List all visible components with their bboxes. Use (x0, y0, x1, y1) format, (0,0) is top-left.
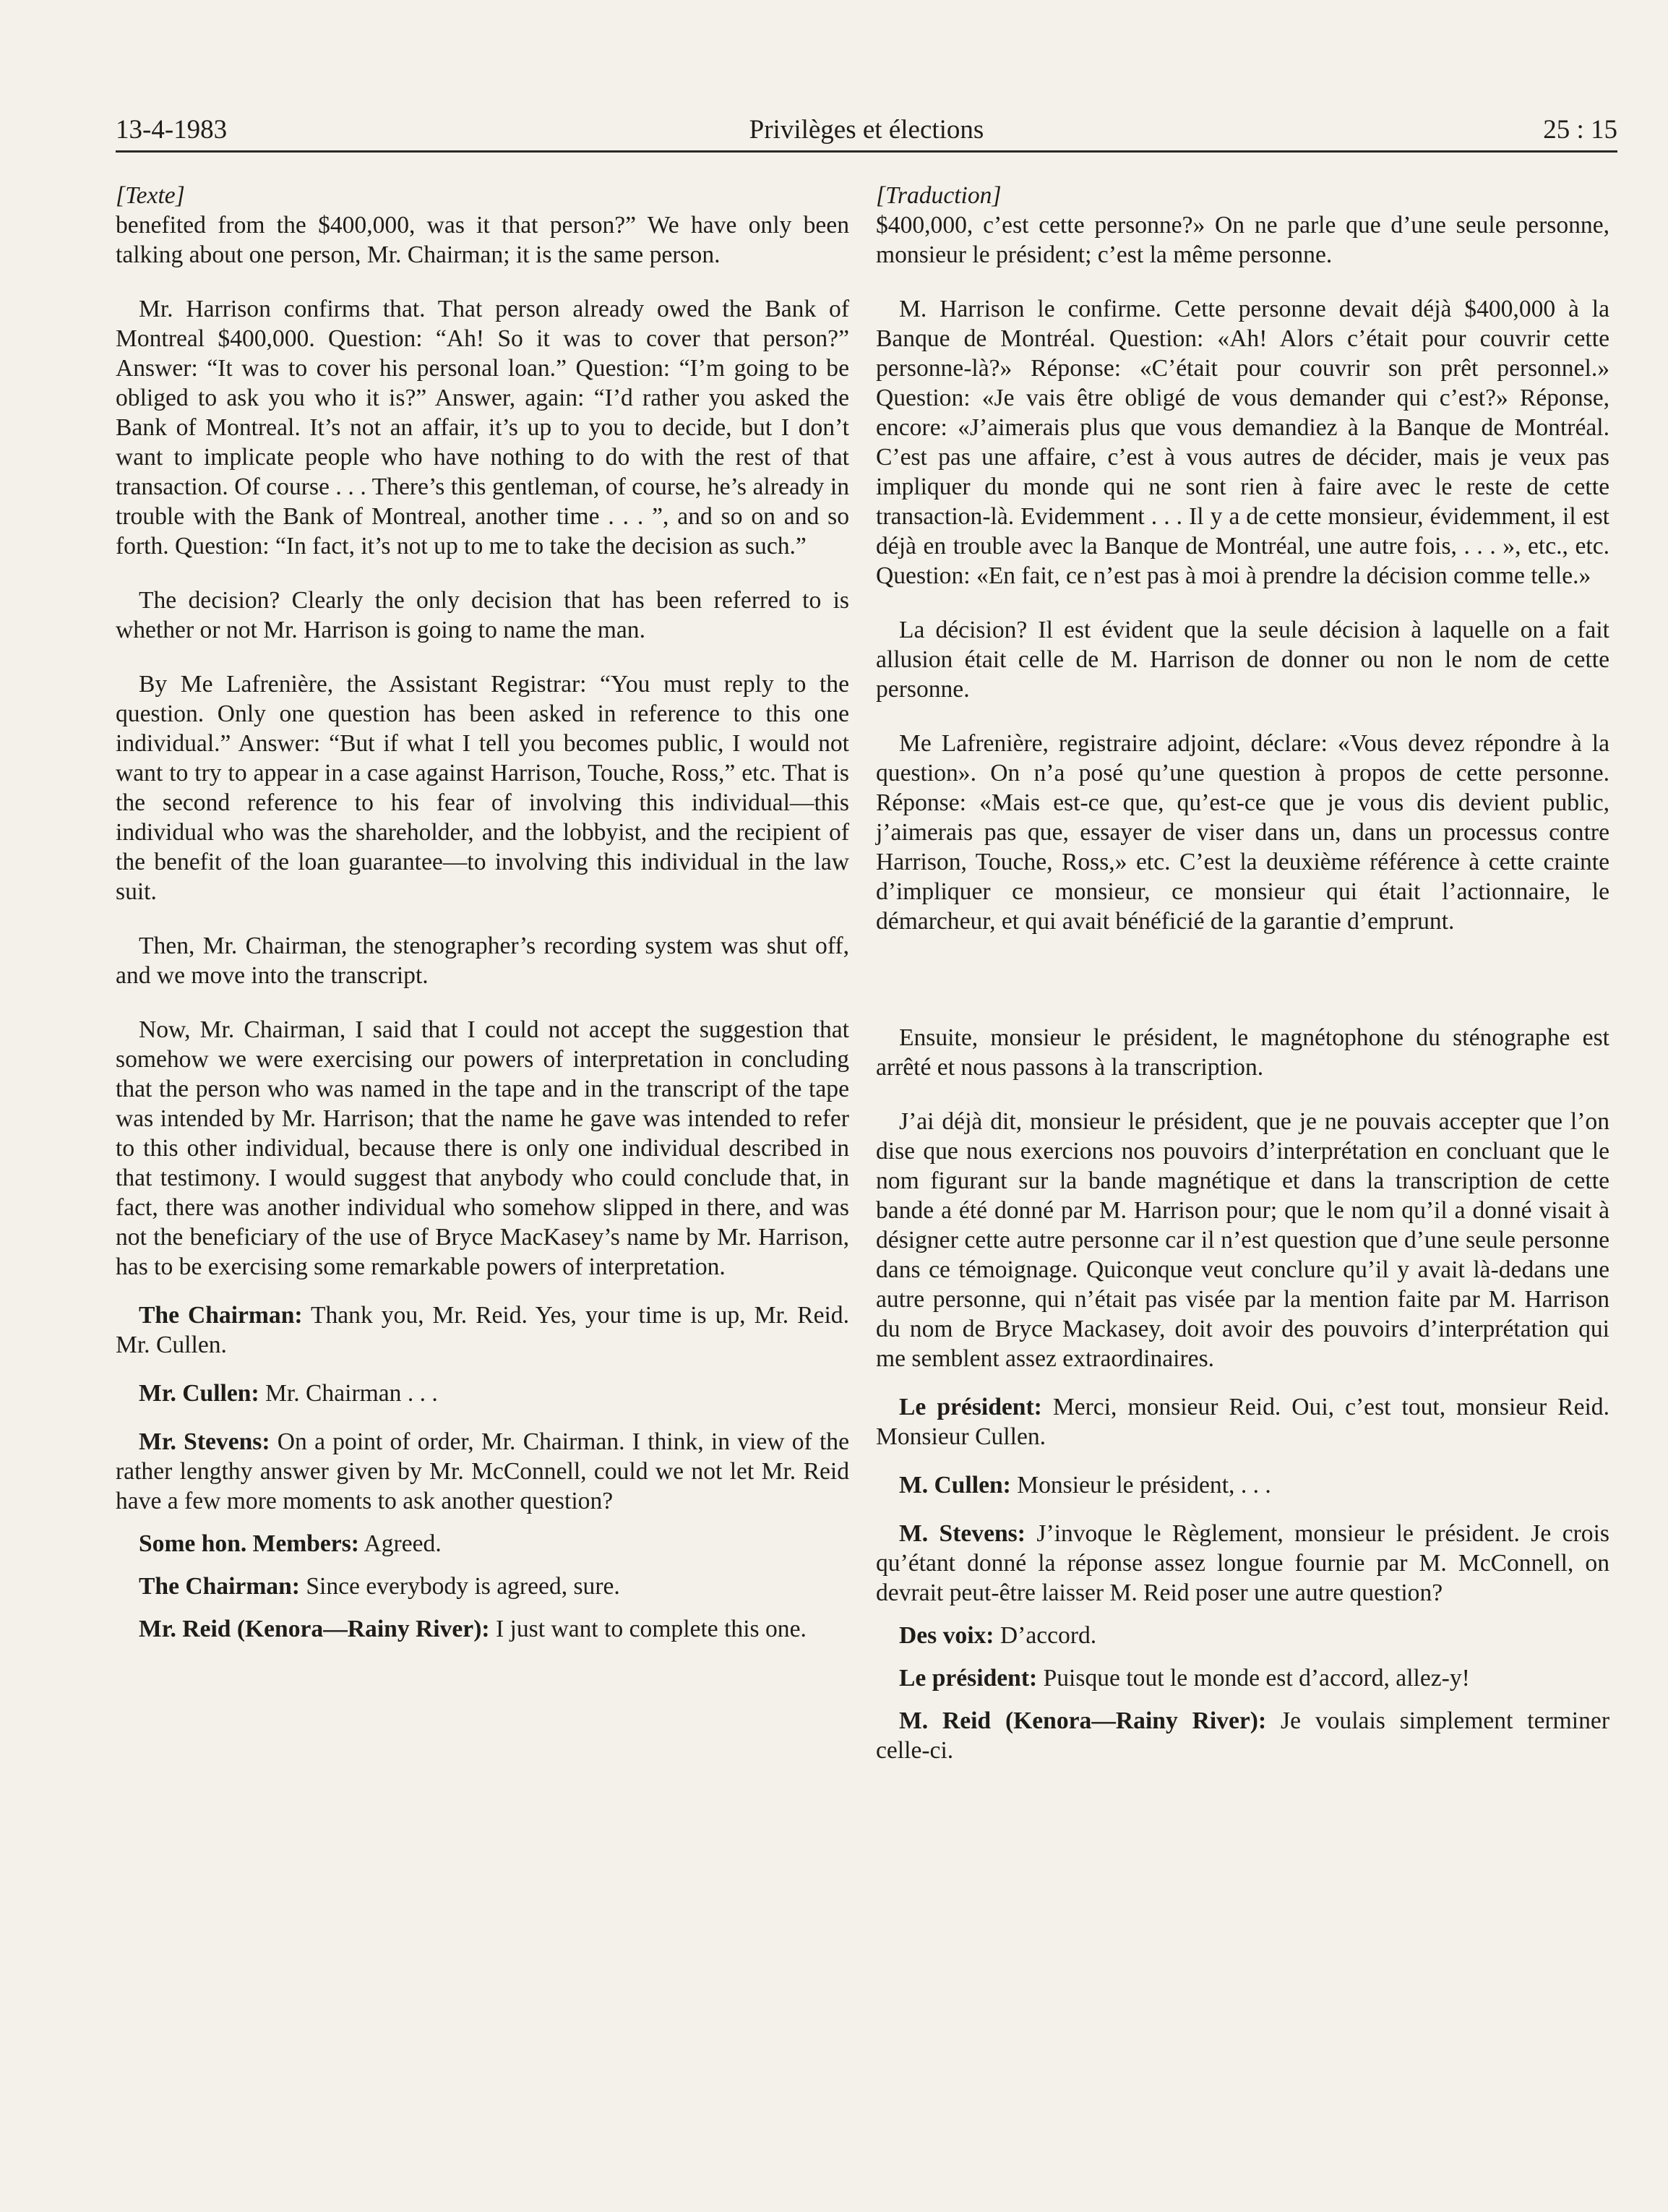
paragraph-text: Mr. Chairman . . . (259, 1380, 438, 1407)
right-paragraph (876, 1663, 1609, 1693)
paragraph-text: benefited from the $400,000, was it that person?” We have only been talking about one person, Mr. Chairman; it is the same person. (116, 212, 849, 268)
paragraph-text: Since everybody is agreed, sure. (299, 1573, 620, 1600)
paragraph-text: Now, Mr. Chairman, I said that I could not accept the suggestion that somehow we were exercising our powers of interpretation in concluding that the person who was named in the tape and in the transcript of the tape was intended by Mr. Harrison; that the name he gave was intended to refer to this other individual, because there is only one individual described in that testimony. I would suggest that anybody who could conclude that, in fact, there was another individual who somehow slipped in there, and was not the beneficiary of the use of Bryce MacKasey’s name by Mr. Harrison, has to be exercising some remarkable powers of interpretation. (116, 1016, 849, 1280)
header-date: 13-4-1983 (116, 115, 228, 145)
speaker-name: Le président: (899, 1665, 1038, 1692)
paragraph-text: Merci, monsieur Reid. Oui, c’est tout, monsieur Reid. Monsieur Cullen. (876, 1394, 1609, 1450)
speaker-name: Mr. Cullen: (139, 1380, 259, 1407)
header-page-number: 25 : 15 (1543, 115, 1617, 145)
language-tag-french: [Traduction] (876, 182, 1002, 209)
right-paragraph (876, 1107, 1609, 1373)
paragraph-text: On a point of order, Mr. Chairman. I think, in view of the rather lengthy answer given by Mr. McConnell, could we not let Mr. Reid have a few more moments to ask another question? (116, 1428, 849, 1514)
speaker-name: The Chairman: (139, 1573, 300, 1600)
left-paragraph (116, 1015, 849, 1282)
french-column (876, 181, 1609, 1765)
speaker-name: Le président: (899, 1394, 1042, 1420)
paragraph-text: Thank you, Mr. Reid. Yes, your time is up, Mr. Reid. Mr. Cullen. (116, 1302, 849, 1358)
paragraph-text: J’invoque le Règlement, monsieur le président. Je crois qu’étant donné la réponse assez longue fournie par M. McConnell, on devrait peut-être laisser M. Reid poser une autre question? (876, 1520, 1609, 1606)
left-paragraph (116, 1614, 849, 1644)
left-paragraph (116, 1572, 849, 1601)
paragraph-text: D’accord. (994, 1622, 1097, 1649)
left-paragraph (116, 669, 849, 906)
running-header (116, 114, 1617, 153)
language-tag-english: [Texte] (116, 182, 185, 209)
paragraph-text: By Me Lafrenière, the Assistant Registrar: “You must reply to the question. Only one question has been asked in reference to this one individual.” Answer: “But if what I tell you becomes public, I would not want to try to appear in a case against Harrison, Touche, Ross,” etc. That is the second reference to his fear of involving this individual—this individual who was the shareholder, and the lobbyist, and the recipient of the benefit of the loan guarantee—to involving this individual in the law suit. (116, 671, 849, 905)
paragraph-text: Then, Mr. Chairman, the stenographer’s recording system was shut off, and we move into the transcript. (116, 933, 849, 989)
left-paragraph (116, 294, 849, 561)
right-paragraph (876, 1392, 1609, 1452)
header-title: Privilèges et élections (749, 115, 984, 145)
right-paragraph (876, 1519, 1609, 1608)
left-paragraph (116, 586, 849, 645)
right-paragraph (876, 1023, 1609, 1082)
paragraph-text: I just want to complete this one. (489, 1616, 807, 1642)
speaker-name: Some hon. Members: (139, 1530, 359, 1557)
right-paragraph (876, 1621, 1609, 1650)
left-paragraph (116, 1427, 849, 1516)
paragraph-text: Monsieur le président, . . . (1010, 1472, 1271, 1499)
english-column (116, 181, 849, 1644)
speaker-name: Mr. Reid (Kenora—Rainy River): (139, 1616, 490, 1642)
paragraph-text: Je voulais simplement terminer celle-ci. (876, 1707, 1609, 1764)
right-paragraph (876, 1470, 1609, 1500)
left-paragraph (116, 1300, 849, 1360)
left-paragraph (116, 210, 849, 270)
left-paragraph (116, 1529, 849, 1559)
paragraph-text: La décision? Il est évident que la seule décision à laquelle on a fait allusion était celle de M. Harrison de donner ou non le nom de cette personne. (876, 617, 1609, 703)
left-paragraph (116, 931, 849, 990)
paragraph-text: $400,000, c’est cette personne?» On ne parle que d’une seule personne, monsieur le président; c’est la même personne. (876, 212, 1609, 268)
right-paragraph (876, 729, 1609, 936)
speaker-name: M. Stevens: (899, 1520, 1026, 1547)
paragraph-text: Mr. Harrison confirms that. That person already owed the Bank of Montreal $400,000. Question: “Ah! So it was to cover that person?” Answer: “It was to cover his personal loan.” Question: “I’m going to be obliged to ask you who it is?” Answer, again: “I’d rather you asked the Bank of Montreal. It’s not an affair, it’s up to you to decide, but I don’t want to implicate people who have nothing to do with the rest of that transaction. Of course . . . There’s this gentleman, of course, he’s already in trouble with the Bank of Montreal, another time . . . ”, and so on and so forth. Question: “In fact, it’s not up to me to take the decision as such.” (116, 296, 849, 560)
speaker-name: M. Cullen: (899, 1472, 1011, 1499)
speaker-name: Des voix: (899, 1622, 994, 1649)
right-paragraph (876, 210, 1609, 270)
paragraph-text: Puisque tout le monde est d’accord, allez-y! (1037, 1665, 1470, 1692)
paragraph-text: Me Lafrenière, registraire adjoint, déclare: «Vous devez répondre à la question». On n’a posé qu’une question à propos de cette personne. Réponse: «Mais est-ce que, qu’est-ce que je vous dis devient public, j’aimerais pas que, essayer de viser dans un, dans un processus contre Harrison, Touche, Ross,» etc. C’est la deuxième référence à cette crainte d’impliquer ce monsieur, ce monsieur qui était l’actionnaire, le démarcheur, et qui avait bénéficié de la garantie d’emprunt. (876, 730, 1609, 935)
speaker-name: Mr. Stevens: (139, 1428, 270, 1455)
right-paragraph (876, 615, 1609, 704)
paragraph-text: The decision? Clearly the only decision that has been referred to is whether or not Mr. Harrison is going to name the man. (116, 587, 849, 643)
right-paragraph (876, 294, 1609, 591)
right-paragraph (876, 1706, 1609, 1765)
speaker-name: The Chairman: (139, 1302, 303, 1329)
paragraph-text: J’ai déjà dit, monsieur le président, que je ne pouvais accepter que l’on dise que nous exercions nos pouvoirs d’interprétation en concluant que le nom figurant sur la bande magnétique et dans la transcription de cette bande a été donné par M. Harrison pour; que le nom qu’il a donné visait à désigner cette autre personne car il n’est question que d’une seule personne dans ce témoignage. Quiconque veut conclure qu’il y avait là-dedans une autre personne, qui n’était pas visée par la mention faite par M. Harrison du nom de Bryce Mackasey, doit avoir des pouvoirs d’interprétation qui me semblent assez extraordinaires. (876, 1108, 1609, 1372)
speaker-name: M. Reid (Kenora—Rainy River): (899, 1707, 1267, 1734)
left-paragraph (116, 1379, 849, 1408)
paragraph-text: Agreed. (358, 1530, 442, 1557)
paragraph-text: Ensuite, monsieur le président, le magnétophone du sténographe est arrêté et nous passons à la transcription. (876, 1024, 1609, 1081)
paragraph-text: M. Harrison le confirme. Cette personne devait déjà $400,000 à la Banque de Montréal. Question: «Ah! Alors c’était pour couvrir cette personne-là?» Réponse: «C’était pour couvrir son prêt personnel.» Question: «Je vais être obligé de vous demander qui c’est?» Réponse, encore: «J’aimerais plus que vous demandiez à la Banque de Montréal. C’est pas une affaire, c’est à vous autres de décider, mais je veux pas impliquer du monde qui ne sont rien à faire avec le reste de cette transaction-là. Evidemment . . . Il y a de cette monsieur, évidemment, il est déjà en trouble avec la Banque de Montréal, une autre fois, . . . », etc., etc. Question: «En fait, ce n’est pas à moi à prendre la décision comme telle.» (876, 296, 1609, 589)
